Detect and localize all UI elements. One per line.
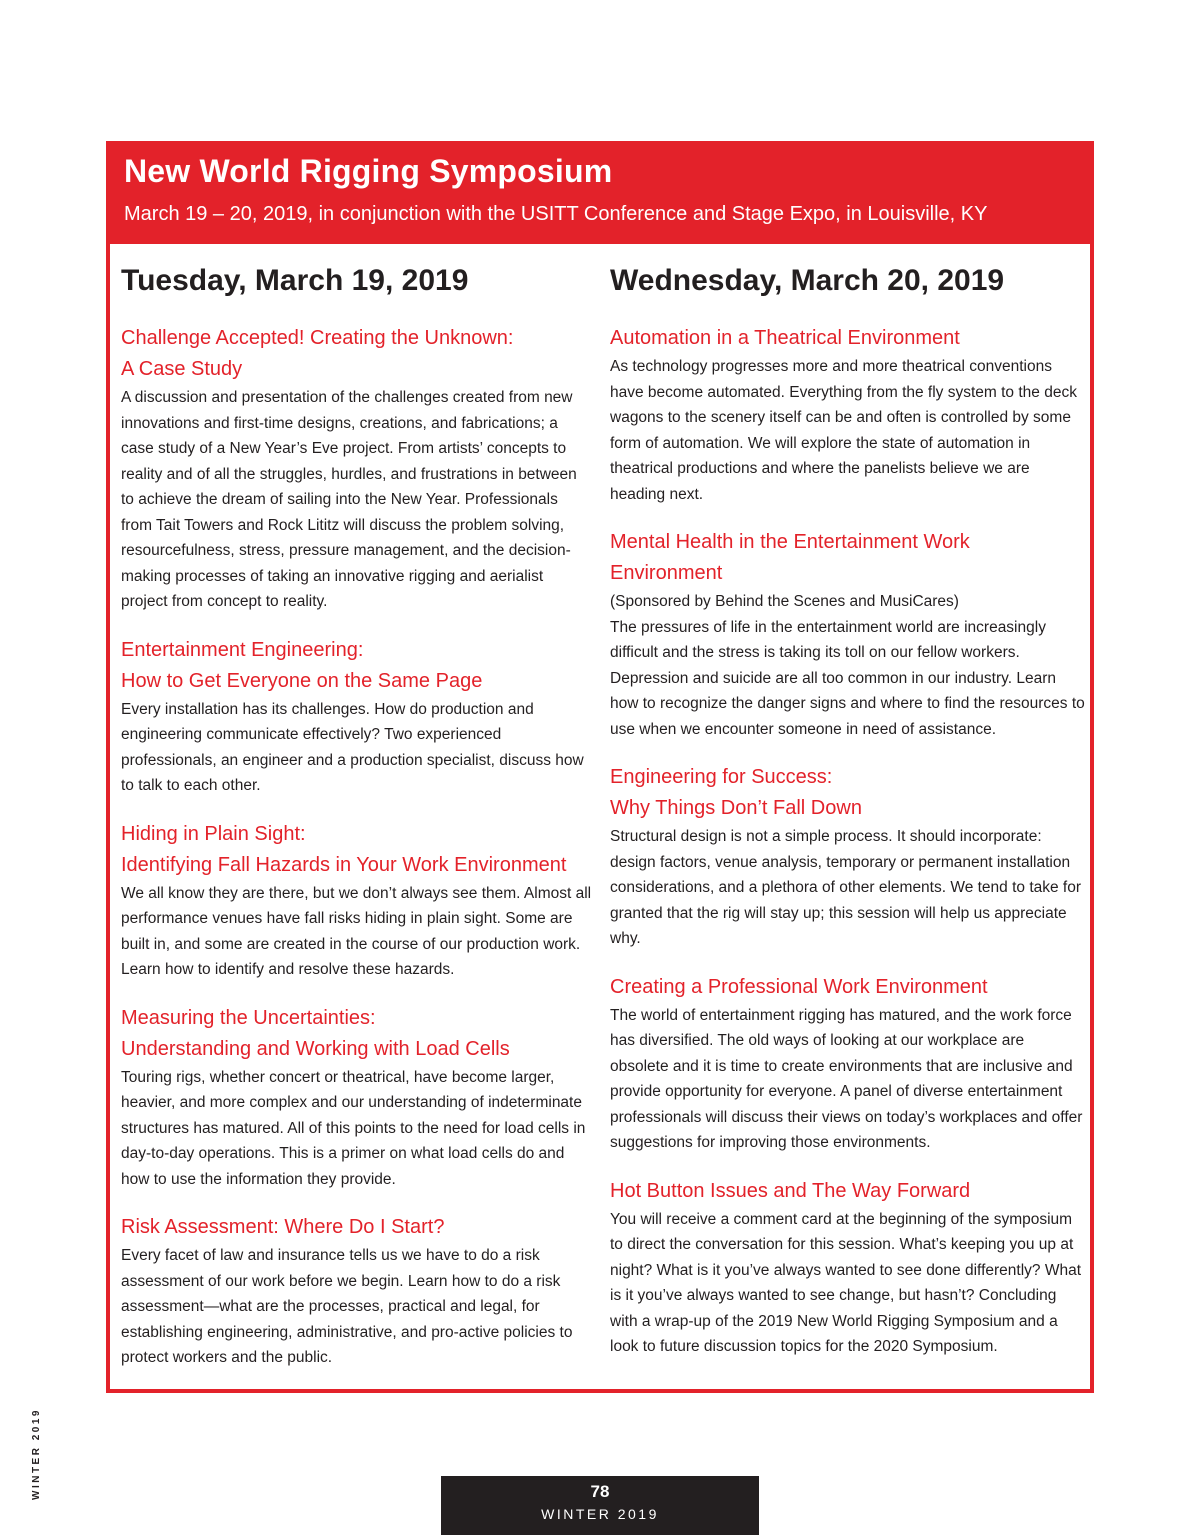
tuesday-heading: Tuesday, March 19, 2019 (121, 264, 469, 297)
session-description: Touring rigs, whether concert or theatrical, have become larger, heavier, and more complex and our understanding of indeterminate structures has matured. All of this points to the need for load cells in day-to-day operations. This is a primer on what load cells do and how to use the information they provide. (121, 1068, 586, 1188)
session-title: Entertainment Engineering: (121, 638, 364, 661)
side-issue-label: WINTER 2019 (31, 1408, 42, 1500)
session-title: Hiding in Plain Sight: (121, 822, 306, 845)
session-title: A Case Study (121, 358, 243, 380)
symposium-title: New World Rigging Symposium (124, 153, 613, 189)
session-hot-button-issues (610, 1176, 1086, 1360)
session-title: Identifying Fall Hazards in Your Work Environment (121, 853, 567, 876)
tuesday-column (121, 261, 593, 1391)
session-title: Measuring the Uncertainties: (121, 1006, 376, 1029)
session-risk-assessment (121, 1212, 593, 1371)
session-automation (610, 323, 1086, 507)
session-title: Creating a Professional Work Environment (610, 975, 988, 998)
session-measuring-uncertainties (121, 1003, 593, 1193)
session-description: The pressures of life in the entertainment world are increasingly difficult and the stress is taking its toll on our fellow workers. Depression and suicide are all too common in our industry. Learn how to recognize the danger signs and where to find the resources to use when we encounter someone in need of assistance. (610, 618, 1085, 738)
session-description: We all know they are there, but we don’t always see them. Almost all performance venues have fall risks hiding in plain sight. Some are built in, and some are created in the course of our production work. Learn how to identify and resolve these hazards. (121, 884, 592, 978)
session-description: Every installation has its challenges. How do production and engineering communicate effectively? Two experienced professionals, an engineer and a production specialist, discuss how to talk to each other. (121, 700, 584, 794)
session-title: Automation in a Theatrical Environment (610, 327, 960, 349)
session-entertainment-engineering (121, 635, 593, 799)
wednesday-column (610, 261, 1086, 1380)
symposium-banner (110, 145, 1090, 244)
session-title: Understanding and Working with Load Cells (121, 1037, 510, 1060)
session-hiding-in-plain-sight (121, 819, 593, 983)
session-mental-health (610, 527, 1086, 742)
page-footer (441, 1476, 759, 1535)
session-description: A discussion and presentation of the challenges created from new innovations and first-time designs, creations, and fabrications; a case study of a New Year’s Eve project. From artists’ concepts to reality and of all the struggles, hurdles, and frustrations in between to achieve the dream of sailing into the New Year. Professionals from Tait Towers and Rock Lititz will discuss the problem solving, resourcefulness, stress, pressure management, and the decision-making processes of taking an innovative rigging and aerialist project from concept to reality. (121, 389, 577, 610)
session-title: Risk Assessment: Where Do I Start? (121, 1216, 445, 1238)
symposium-box (106, 141, 1094, 1393)
session-description: As technology progresses more and more theatrical conventions have become automated. Everything from the fly system to the deck wagons to the scenery itself can be and often is controlled by some form of automation. We will explore the state of automation in theatrical productions and where the panelists believe we are heading next. (610, 358, 1077, 503)
footer-issue-label: WINTER 2019 (541, 1506, 659, 1522)
wednesday-heading: Wednesday, March 20, 2019 (610, 264, 1005, 297)
session-title: Hot Button Issues and The Way Forward (610, 1179, 971, 1202)
session-title: Why Things Don’t Fall Down (610, 797, 862, 819)
session-challenge-accepted (121, 323, 593, 615)
session-description: Structural design is not a simple process. It should incorporate: design factors, venue analysis, temporary or permanent installation considerations, and a plethora of other elements. We tend to take for granted that the rig will stay up; this session will help us appreciate why. (610, 828, 1082, 947)
symposium-subtitle: March 19 – 20, 2019, in conjunction with the USITT Conference and Stage Expo, in Louisville, KY (124, 203, 988, 225)
session-description: You will receive a comment card at the beginning of the symposium to direct the conversation for this session. What’s keeping you up at night? What is it you’ve always wanted to see done differently? What is it you’ve always wanted to see change, but hasn’t? Concluding with a wrap-up of the 2019 New World Rigging Symposium and a look to future discussion topics for the 2020 Symposium. (610, 1210, 1082, 1355)
session-engineering-for-success (610, 762, 1086, 952)
session-description: Every facet of law and insurance tells us we have to do a risk assessment of our work before we begin. Learn how to do a risk assessment—what are the processes, practical and legal, for establishing engineering, administrative, and pro-active policies to protect workers and the public. (121, 1247, 573, 1366)
page-number: 78 (590, 1482, 610, 1501)
session-title: Engineering for Success: (610, 766, 833, 788)
session-title: Challenge Accepted! Creating the Unknown: (121, 327, 514, 349)
session-professional-work-environment (610, 972, 1086, 1156)
session-sponsor: (Sponsored by Behind the Scenes and MusiCares) (610, 593, 959, 610)
session-title: How to Get Everyone on the Same Page (121, 669, 483, 692)
session-description: The world of entertainment rigging has matured, and the work force has diversified. The old ways of looking at our workplace are obsolete and it is time to create environments that are inclusive and provide opportunity for everyone. A panel of diverse entertainment professionals will discuss their views on today’s workplaces and offer suggestions for improving those environments. (610, 1006, 1083, 1151)
session-title: Mental Health in the Entertainment Work Environment (610, 531, 970, 584)
